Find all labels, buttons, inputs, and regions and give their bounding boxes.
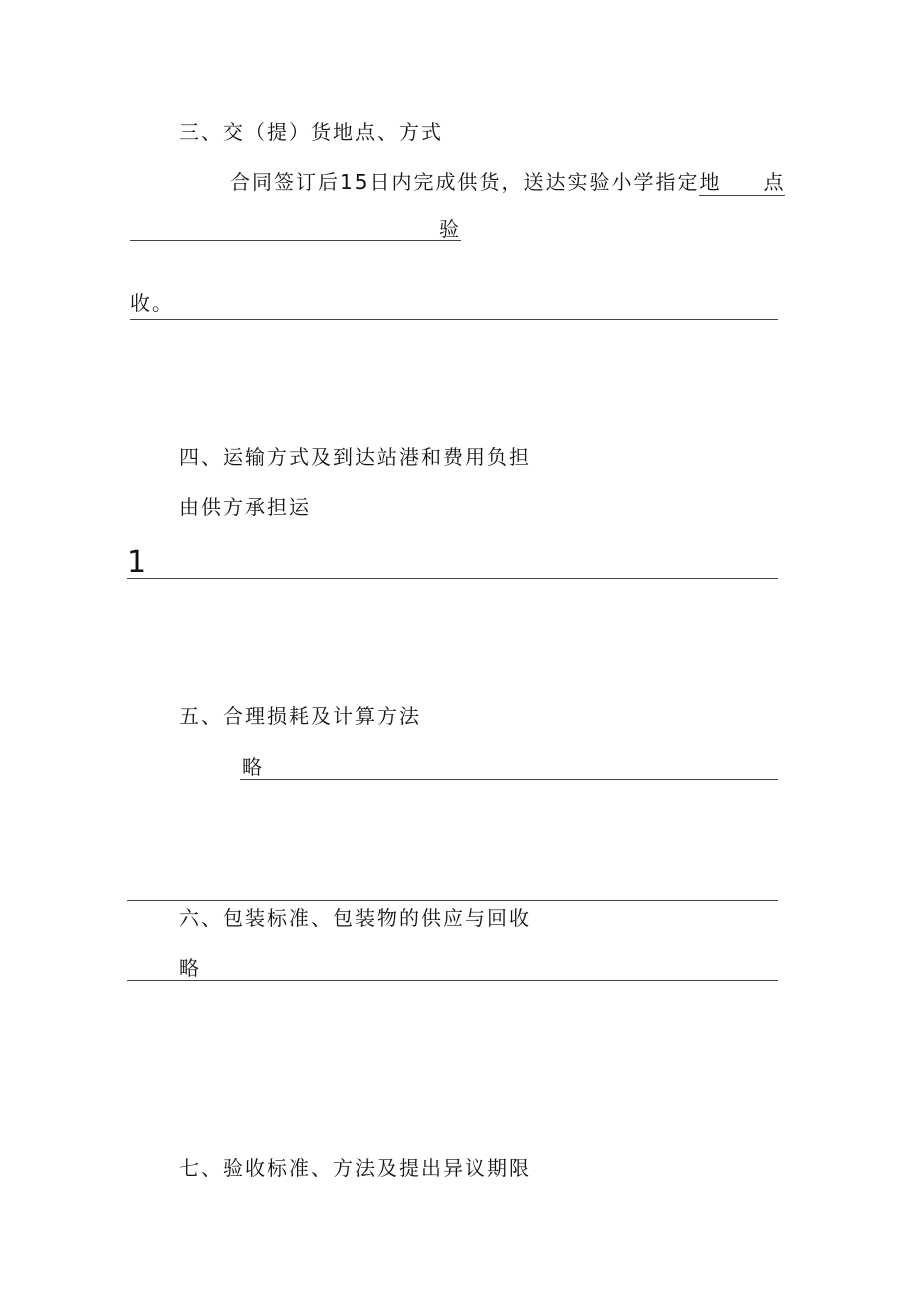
section-3-line-2-rule [130, 240, 461, 241]
section-3-heading: 三、交（提）货地点、方式 [179, 120, 443, 144]
section-4-rule [127, 578, 778, 579]
section-6-body: 略 [179, 956, 201, 980]
section-7-heading: 七、验收标准、方法及提出异议期限 [179, 1156, 531, 1180]
section-5-rule [240, 779, 778, 780]
section-4-heading: 四、运输方式及到达站港和费用负担 [179, 445, 531, 469]
section-3-line-2-tail: 验 [439, 217, 461, 241]
section-6-top-rule [127, 900, 778, 901]
section-5-heading: 五、合理损耗及计算方法 [179, 704, 421, 728]
section-3-body-text: 合同签订后15日内完成供货，送达实验小学指定 [230, 170, 700, 194]
section-3-line-3-rule [130, 319, 778, 320]
section-3-line-3: 收。 [130, 291, 174, 315]
section-3-underline-blank [721, 170, 763, 196]
section-6-rule [127, 980, 778, 981]
section-3-underlined-di: 地 [699, 170, 722, 194]
section-6-heading: 六、包装标准、包装物的供应与回收 [179, 906, 531, 930]
section-4-body: 由供方承担运 [179, 495, 311, 519]
section-5-body: 略 [242, 755, 264, 779]
section-3-underlined-dian: 点 [763, 170, 786, 194]
page-mark: 1 [127, 545, 147, 580]
section-3-body-line-1 [230, 170, 785, 196]
